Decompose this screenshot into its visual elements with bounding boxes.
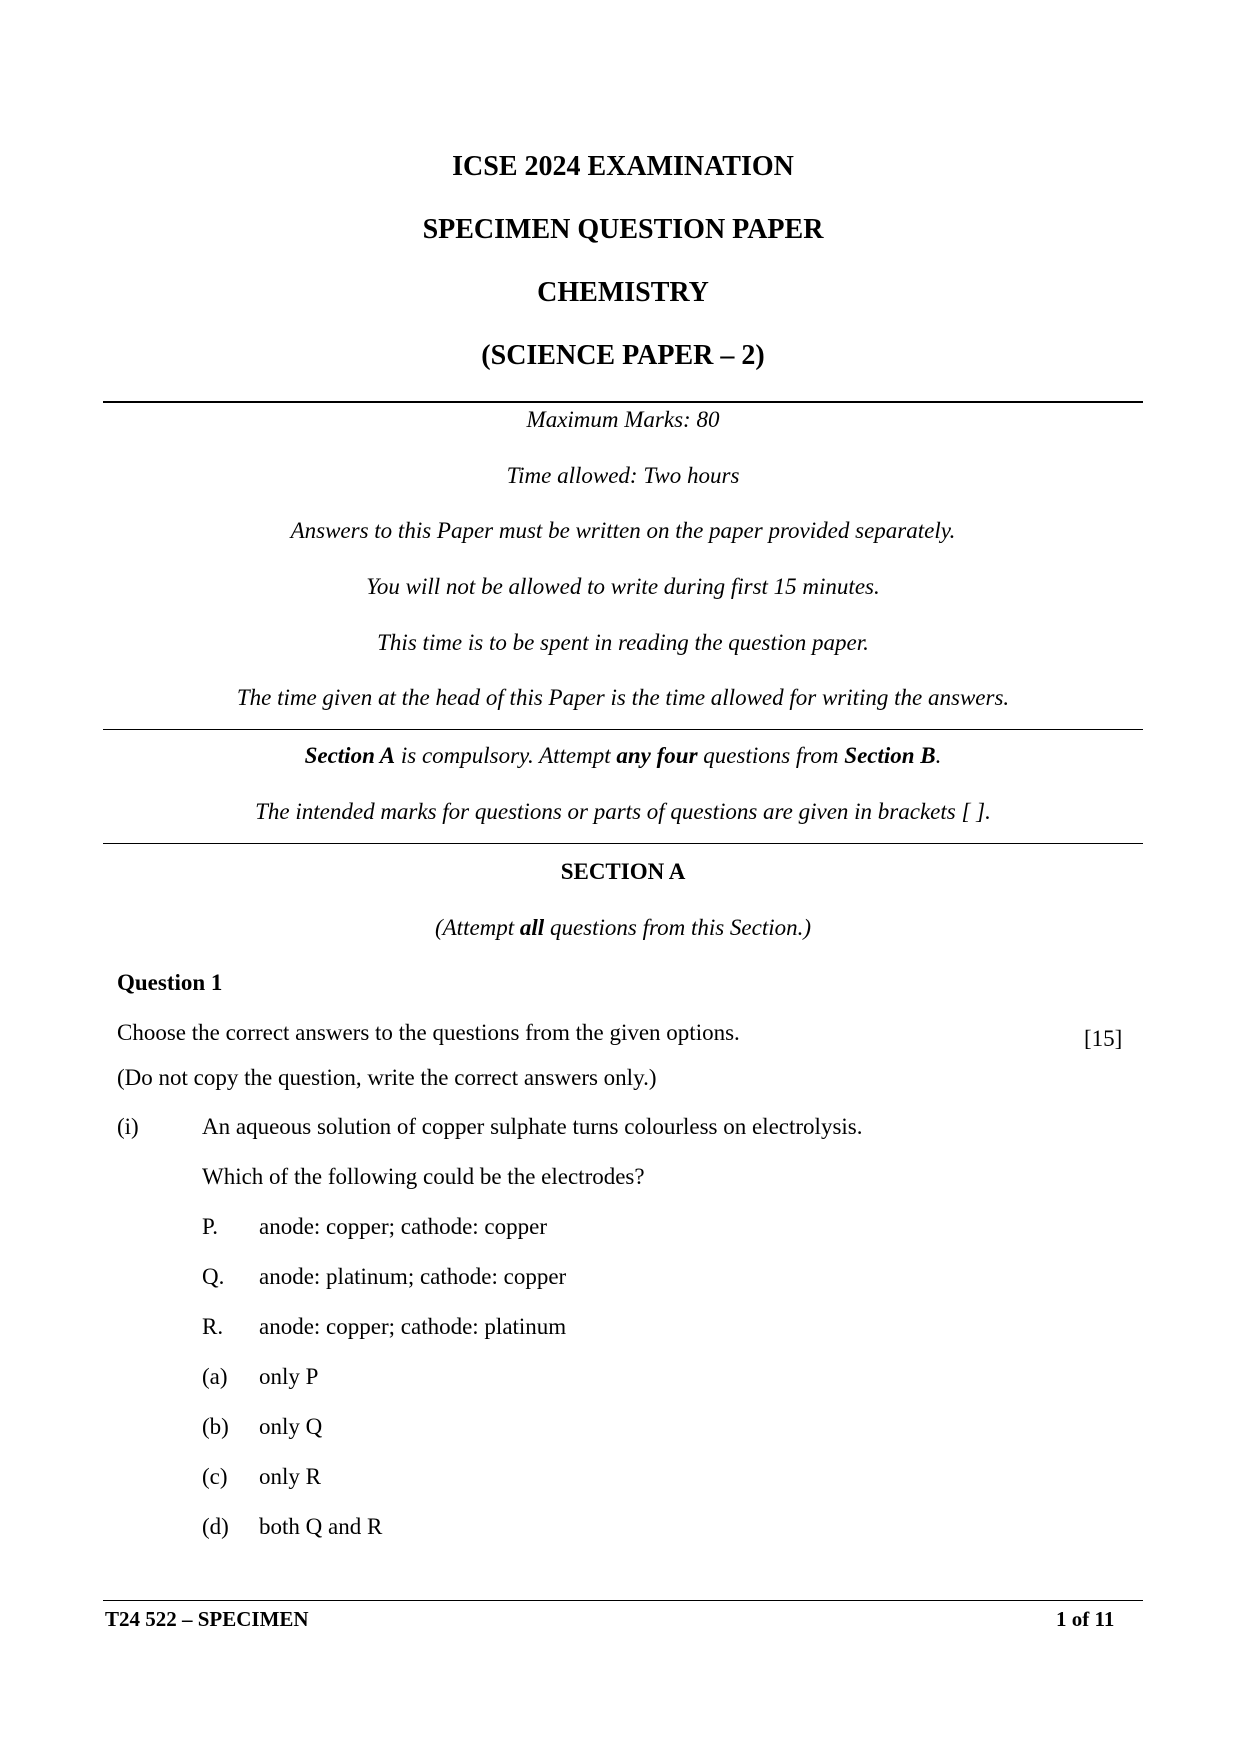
divider-middle <box>103 729 1143 730</box>
instruction-line-3: This time is to be spent in reading the question paper. <box>377 630 869 655</box>
option-c-label: (c) <box>202 1464 228 1489</box>
section-b-ref: Section B <box>844 743 936 768</box>
option-b-text: only Q <box>259 1414 323 1439</box>
statement-r-label: R. <box>202 1314 224 1339</box>
option-c-text: only R <box>259 1464 321 1489</box>
divider-top <box>103 401 1143 403</box>
period-text: . <box>935 743 942 768</box>
option-a-text: only P <box>259 1364 319 1389</box>
paper-type-title: SPECIMEN QUESTION PAPER <box>422 214 824 245</box>
footer-divider <box>103 1600 1143 1601</box>
subject-title: CHEMISTRY <box>537 277 709 308</box>
part-i-question: Which of the following could be the electrodes? <box>202 1164 645 1189</box>
option-d-label: (d) <box>202 1514 229 1539</box>
instruction-line-1: Answers to this Paper must be written on the paper provided separately. <box>290 518 956 543</box>
paper-name-title: (SCIENCE PAPER – 2) <box>481 340 765 371</box>
option-a-label: (a) <box>202 1364 228 1389</box>
question-1-instruction: Choose the correct answers to the questions from the given options. <box>117 1020 740 1045</box>
divider-bottom <box>103 843 1143 844</box>
max-marks: Maximum Marks: 80 <box>526 407 720 432</box>
statement-p-text: anode: copper; cathode: copper <box>259 1214 548 1239</box>
part-i-text: An aqueous solution of copper sulphate turns colourless on electrolysis. <box>202 1114 863 1139</box>
instruction-line-2: You will not be allowed to write during first 15 minutes. <box>366 574 880 599</box>
question-1-note: (Do not copy the question, write the correct answers only.) <box>117 1065 657 1090</box>
time-allowed: Time allowed: Two hours <box>506 463 740 488</box>
attempt-post: questions from this Section.) <box>544 915 812 940</box>
question-1-title: Question 1 <box>117 970 223 995</box>
statement-q-label: Q. <box>202 1264 225 1289</box>
option-d-text: both Q and R <box>259 1514 383 1539</box>
option-b-label: (b) <box>202 1414 229 1439</box>
compulsory-text: is compulsory. Attempt <box>395 743 617 768</box>
part-i-label: (i) <box>117 1114 139 1139</box>
exam-title: ICSE 2024 EXAMINATION <box>452 151 794 182</box>
any-four-text: any four <box>616 743 698 768</box>
section-a-attempt <box>103 913 1143 943</box>
attempt-all: all <box>519 915 545 940</box>
attempt-pre: (Attempt <box>434 915 520 940</box>
questions-from-text: questions from <box>697 743 845 768</box>
footer-page-number: 1 of 11 <box>1056 1607 1115 1631</box>
statement-r-text: anode: copper; cathode: platinum <box>259 1314 567 1339</box>
statement-q-text: anode: platinum; cathode: copper <box>259 1264 567 1289</box>
compulsory-note <box>103 741 1143 771</box>
instruction-line-4: The time given at the head of this Paper is the time allowed for writing the answers. <box>236 685 1010 710</box>
marks-note: The intended marks for questions or parts of questions are given in brackets [ ]. <box>255 799 991 824</box>
question-1-marks: [15] <box>1084 1026 1123 1051</box>
section-a-heading: SECTION A <box>560 859 686 884</box>
footer-code: T24 522 – SPECIMEN <box>105 1607 309 1631</box>
statement-p-label: P. <box>202 1214 218 1239</box>
section-a-ref: Section A <box>304 743 396 768</box>
